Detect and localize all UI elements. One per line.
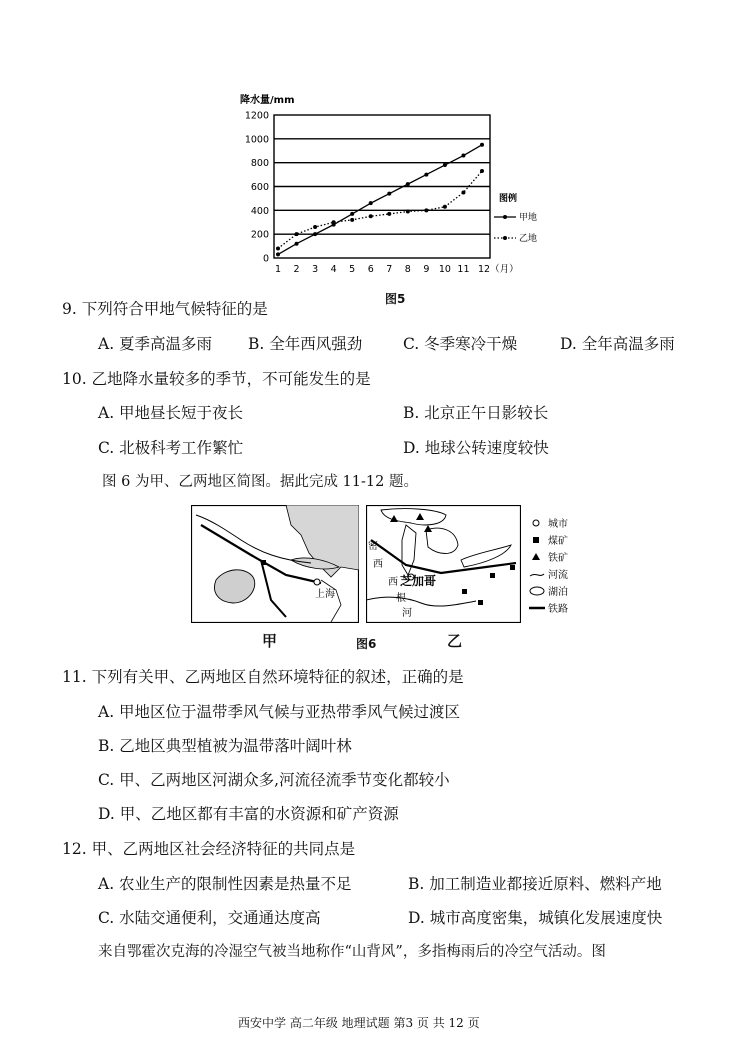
y-tick-label: 600 [250,182,269,193]
coal-icon [261,560,266,565]
map-jia-label: 甲 [262,632,278,650]
q12-option-c: C. 水陆交通便利，交通通达度高 [98,909,321,927]
michigan-char: 西 [388,577,398,588]
shanghai-label: 上海 [315,589,335,600]
x-tick-label: 12（月） [478,264,519,275]
data-point [313,232,317,236]
data-point [406,182,410,186]
q10-stem: 10. 乙地降水量较多的季节，不可能发生的是 [62,370,371,388]
q11-option-b: B. 乙地区典型植被为温带落叶阔叶林 [98,737,352,755]
series-jia [276,143,484,257]
svg-text:煤矿: 煤矿 [548,536,568,547]
data-point [461,154,465,158]
map-yi-label: 乙 [447,632,463,650]
y-tick-labels [245,111,269,265]
coal-icon [510,565,515,570]
q11-option-d: D. 甲、乙地区都有丰富的水资源和矿产资源 [98,805,399,823]
michigan-char: 西 [373,559,383,570]
legend-yi [494,232,537,244]
michigan-char: 根 [396,593,406,604]
figure6-intro: 图 6 为甲、乙两地区简图。据此完成 11-12 题。 [102,474,418,490]
svg-text:河流: 河流 [548,570,568,581]
y-tick-label: 400 [250,205,269,217]
data-point [332,220,336,224]
x-tick-label: 7 [386,264,393,275]
q12-option-d: D. 城市高度密集，城镇化发展速度快 [408,909,663,927]
michigan-char: 密 [368,541,378,552]
data-point [406,210,410,214]
map-yi [366,505,521,623]
x-tick-label: 8 [404,264,411,275]
city-icon [314,579,320,585]
river-icon [530,574,544,576]
legend-title: 图例 [498,194,518,204]
data-point [387,212,391,216]
x-tick-label: 9 [423,264,430,275]
q12-stem: 12. 甲、乙两地区社会经济特征的共同点是 [62,840,356,858]
data-point [350,218,354,222]
y-tick-label: 1200 [244,110,269,122]
data-point [387,192,391,196]
figure6-caption: 图6 [356,637,377,651]
svg-text:城市: 城市 [548,519,568,530]
chart-ylabel: 降水量/mm [240,95,295,106]
data-point [313,225,317,229]
q11-stem: 11. 下列有关甲、乙两地区自然环境特征的叙述，正确的是 [62,668,464,686]
q12-option-a: A. 农业生产的限制性因素是热量不足 [98,875,352,893]
x-tick-label: 1 [274,264,282,275]
q11-option-a: A. 甲地区位于温带季风气候与亚热带季风气候过渡区 [98,703,461,721]
q9-option-a: A. 夏季高温多雨 [98,335,213,353]
y-tick-label: 1000 [244,134,269,146]
x-tick-label: 6 [367,264,374,275]
lake-icon [530,587,544,595]
data-point [461,190,465,194]
y-tick-label: 0 [262,253,269,265]
x-tick-labels [275,264,519,275]
data-point [276,252,280,256]
chicago-label: 芝加哥 [400,574,437,588]
svg-text:乙地: 乙地 [519,234,538,244]
x-tick-label: 2 [293,264,300,275]
data-point [424,173,428,177]
y-tick-label: 200 [250,229,269,241]
q10-option-d: D. 地球公转速度较快 [403,439,549,457]
q10-option-b: B. 北京正午日影较长 [403,404,549,422]
y-tick-label: 800 [250,158,269,170]
svg-text:铁矿: 铁矿 [548,553,568,564]
svg-text:铁路: 铁路 [548,604,568,615]
q12-option-b: B. 加工制造业都接近原料、燃料产地 [408,875,662,893]
map-jia [191,505,359,623]
coal-icon [490,573,495,578]
q11-option-c: C. 甲、乙两地区河湖众多,河流径流季节变化都较小 [98,771,450,789]
x-tick-label: 10 [438,264,451,275]
figure5-caption: 图5 [385,292,406,306]
q10-option-c: C. 北极科考工作繁忙 [98,439,244,457]
data-point [443,163,447,167]
x-tick-label: 4 [330,264,337,275]
data-point [424,208,428,212]
q10-option-a: A. 甲地昼长短于夜长 [98,404,244,422]
data-point [369,201,373,205]
svg-text:甲地: 甲地 [519,213,538,223]
x-tick-label: 11 [457,264,470,275]
q9-option-d: D. 全年高温多雨 [560,335,675,353]
precipitation-chart [232,88,542,303]
q9-option-b: B. 全年西风强劲 [248,335,363,353]
svg-text:湖泊: 湖泊 [548,587,568,598]
x-tick-label: 5 [349,264,356,275]
data-point [276,246,280,250]
data-point [295,232,299,236]
coal-icon [462,589,467,594]
data-point [480,169,484,173]
series-line [278,145,482,255]
q9-stem: 9. 下列符合甲地气候特征的是 [62,300,268,318]
map-legend [528,516,598,624]
data-point [369,214,373,218]
city-icon [533,520,539,526]
legend-jia [494,211,537,223]
page-footer: 西安中学 高二年级 地理试题 第3 页 共 12 页 [238,1016,480,1030]
coal-icon [478,600,483,605]
iron-icon [532,553,540,560]
chart-grid [274,115,490,258]
data-point [350,212,354,216]
coal-icon [533,537,539,543]
data-point [295,242,299,246]
data-point [480,143,484,147]
trailing-paragraph: 来自鄂霍次克海的冷湿空气被当地称作“山背风”，多指梅雨后的冷空气活动。图 [98,944,606,960]
data-point [443,205,447,209]
michigan-char: 河 [402,608,412,619]
x-tick-label: 3 [312,264,319,275]
q9-option-c: C. 冬季寒冷干燥 [403,335,518,353]
